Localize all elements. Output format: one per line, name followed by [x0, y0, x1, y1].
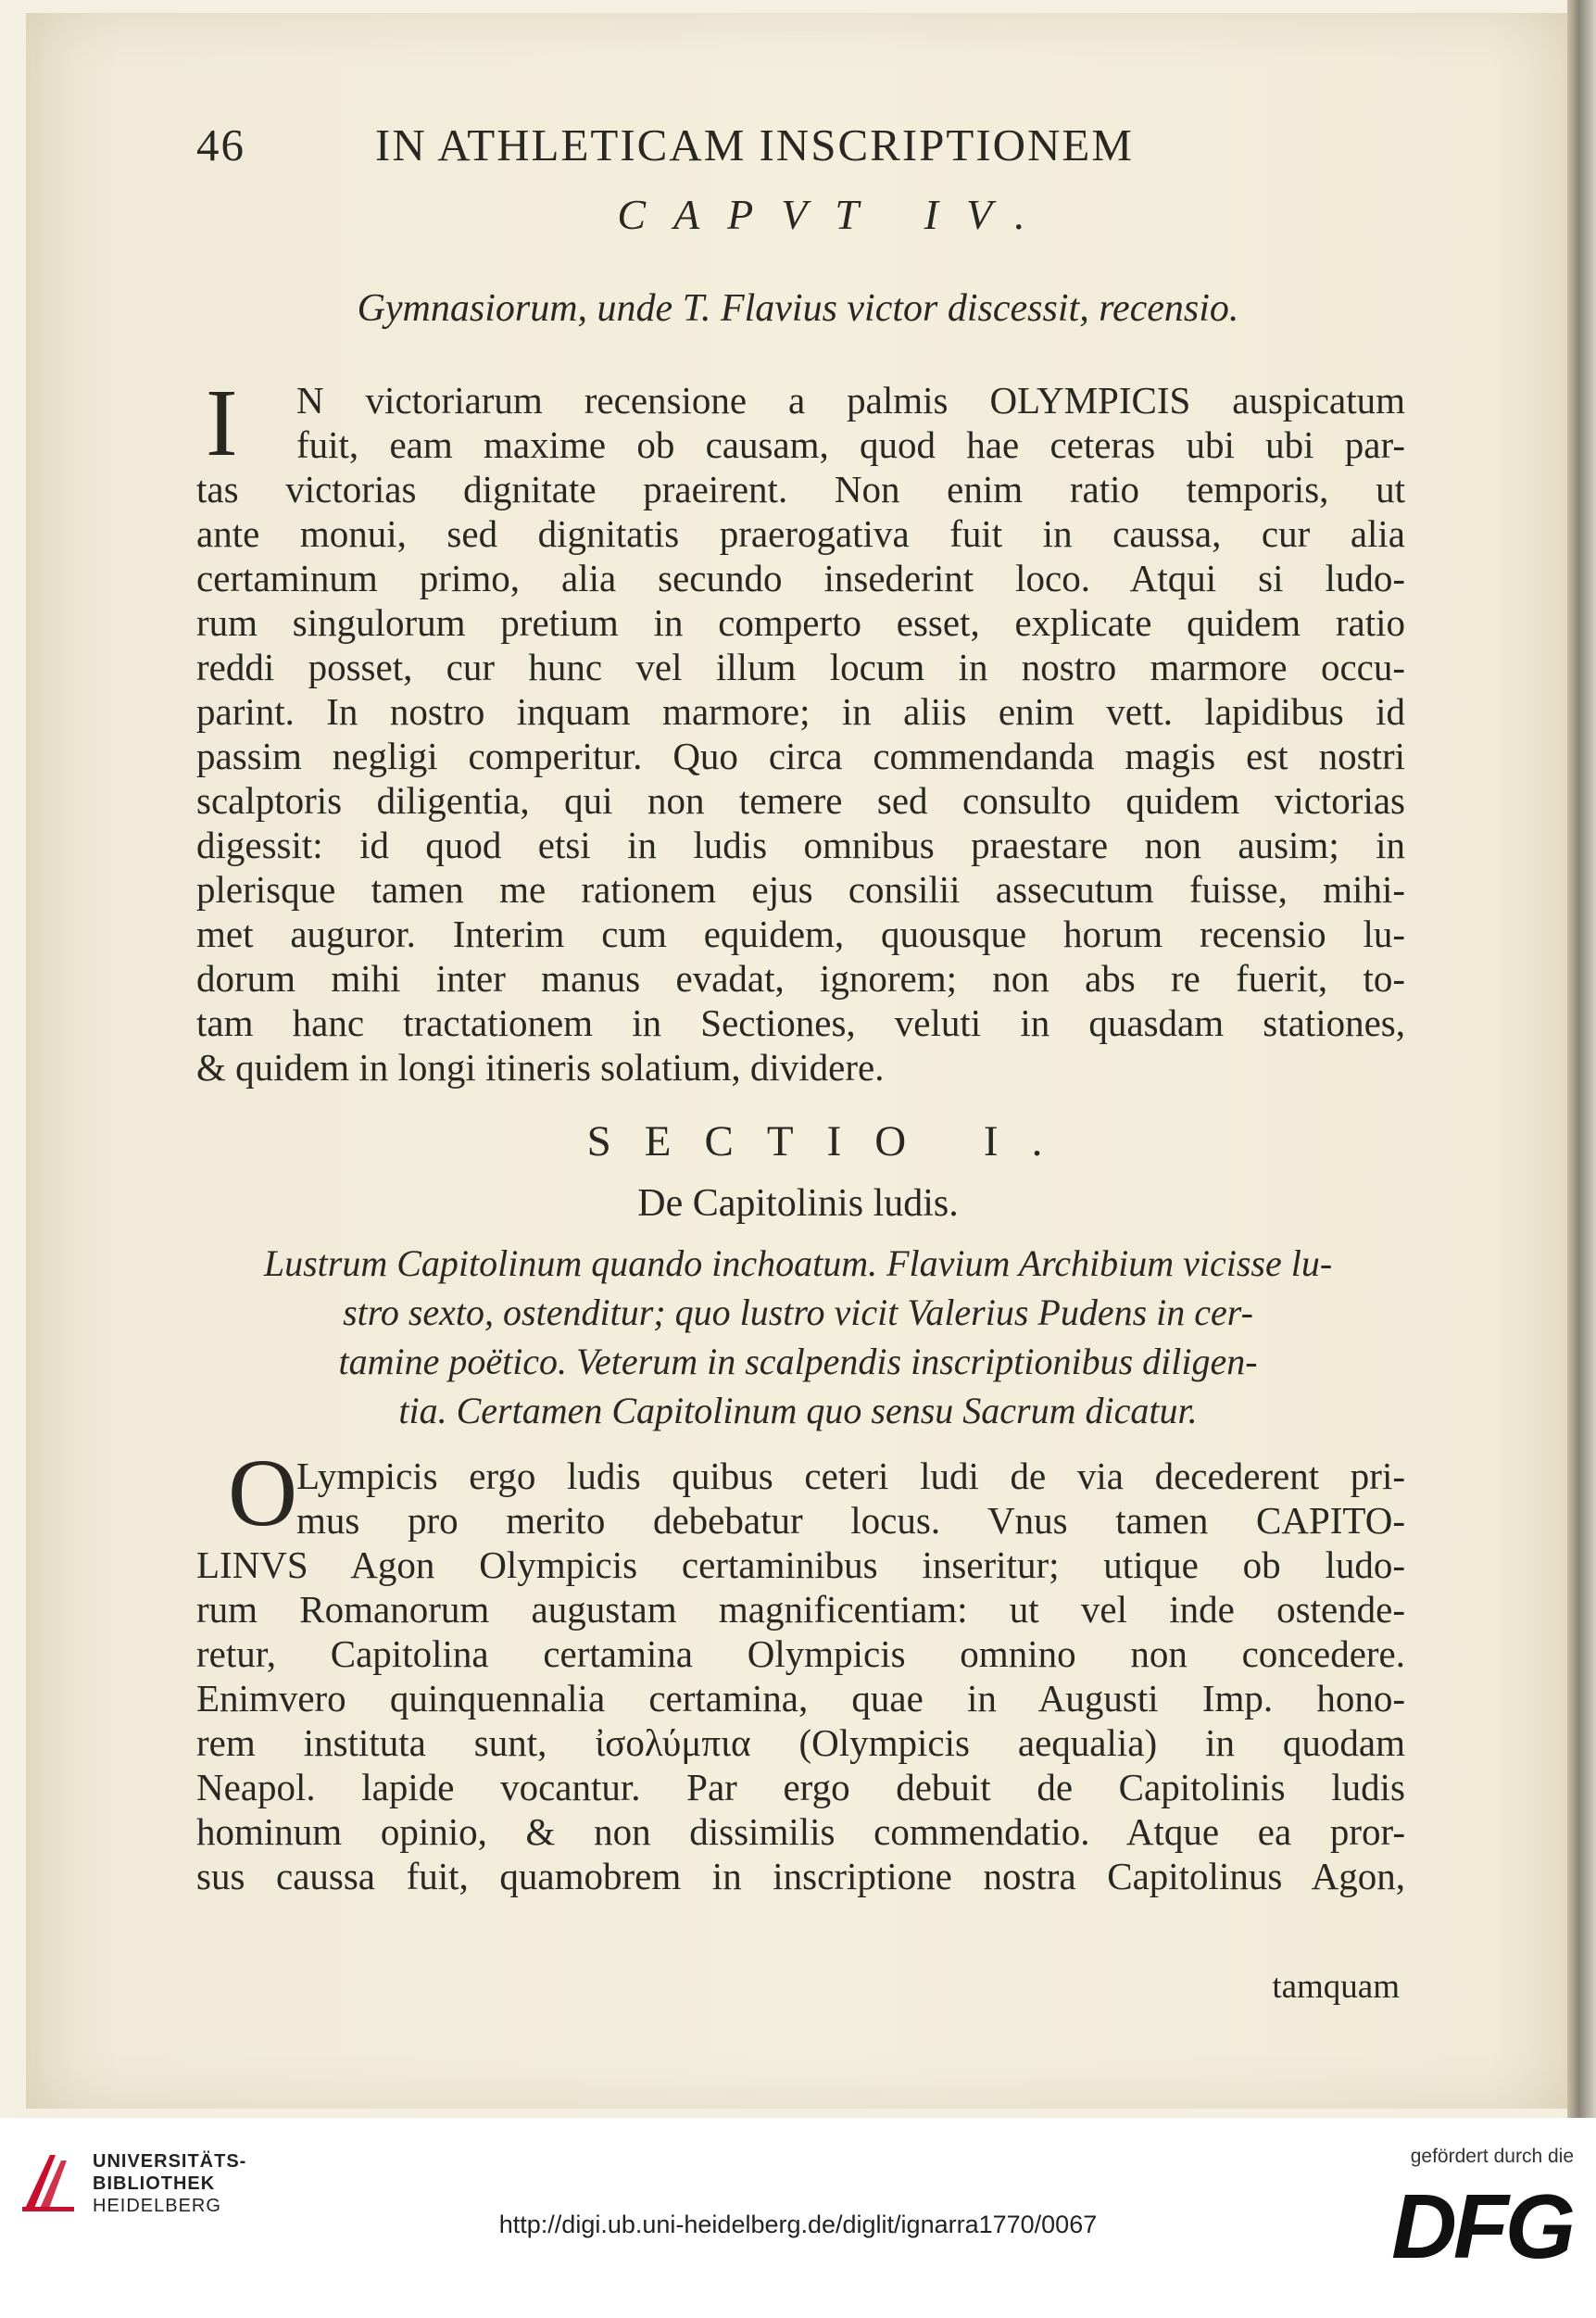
section-subtitle: De Capitolinis ludis. [637, 1182, 959, 1225]
body-line: hominum opinio, & non dissimilis commendatio. Atque ea pror- [196, 1810, 1405, 1853]
body-line: certaminum primo, alia secundo insederint loco. Atqui si ludo- [196, 557, 1405, 599]
running-title: IN ATHLETICAM INSCRIPTIONEM [375, 120, 1134, 170]
body-line: LINVS Agon Olympicis certaminibus inseritur; utique ob ludo- [196, 1543, 1405, 1586]
page-number: 46 [196, 120, 245, 170]
body-line: plerisque tamen me rationem ejus consilii assecutum fuisse, mihi- [196, 868, 1405, 911]
permalink-url[interactable]: http://digi.ub.uni-heidelberg.de/diglit/ignarra1770/0067 [498, 2211, 1098, 2238]
chapter-heading: CAPVT IV. [617, 191, 1053, 238]
body-line: ante monui, sed dignitatis praerogativa fuit in caussa, cur alia [196, 512, 1405, 555]
body-line: retur, Capitolina certamina Olympicis omnino non concedere. [196, 1632, 1405, 1675]
body-line: digessit: id quod etsi in ludis omnibus praestare non ausim; in [196, 824, 1405, 866]
body-line: Enimvero quinquennalia certamina, quae in Augusti Imp. hono- [196, 1677, 1405, 1720]
body-line: tam hanc tractationem in Sectiones, veluti in quasdam stationes, [196, 1002, 1405, 1044]
sponsor-logo: DFG [1391, 2175, 1572, 2277]
library-name-line1: UNIVERSITÄTS- [93, 2151, 247, 2172]
body-line: rum singulorum pretium in comperto esset, explicate quidem ratio [196, 601, 1405, 644]
body-line: parint. In nostro inquam marmore; in aliis enim vett. lapidibus id [196, 690, 1405, 733]
catchword: tamquam [1272, 1968, 1400, 2006]
body-line: scalptoris diligentia, qui non temere sed consulto quidem victorias [196, 779, 1405, 822]
body-line: passim negligi comperitur. Quo circa commendanda magis est nostri [196, 735, 1405, 777]
section-argument-line: tamine poëtico. Veterum in scalpendis inscriptionibus diligen- [338, 1341, 1258, 1382]
body-line: mus pro merito debebatur locus. Vnus tamen CAPITO- [296, 1499, 1405, 1542]
drop-initial-o: O [228, 1440, 298, 1546]
body-line: & quidem in longi itineris solatium, dividere. [196, 1046, 885, 1089]
drop-initial-i: I [206, 370, 238, 476]
section-argument-line: tia. Certamen Capitolinum quo sensu Sacrum dicatur. [398, 1390, 1198, 1431]
body-line: tas victorias dignitate praeirent. Non enim ratio temporis, ut [196, 468, 1405, 510]
section-argument-line: stro sexto, ostenditur; quo lustro vicit Valerius Pudens in cer- [343, 1291, 1253, 1333]
body-line: met auguror. Interim cum equidem, quousque horum recensio lu- [196, 913, 1405, 955]
section-argument-line: Lustrum Capitolinum quando inchoatum. Flavium Archibium vicisse lu- [263, 1242, 1333, 1284]
body-line: N victoriarum recensione a palmis OLYMPICIS auspicatum [296, 379, 1405, 422]
library-name-line2: BIBLIOTHEK [93, 2173, 216, 2194]
body-line: Neapol. lapide vocantur. Par ergo debuit de Capitolinis ludis [196, 1766, 1405, 1808]
chapter-summary: Gymnasiorum, unde T. Flavius victor discessit, recensio. [357, 287, 1239, 330]
body-line: Lympicis ergo ludis quibus ceteri ludi de via decederent pri- [296, 1455, 1405, 1497]
body-line: reddi posset, cur hunc vel illum locum in nostro marmore occu- [196, 646, 1405, 688]
library-logo-icon [20, 2151, 80, 2214]
sponsor-caption: gefördert durch die [1410, 2146, 1574, 2167]
body-line: fuit, eam maxime ob causam, quod hae ceteras ubi ubi par- [296, 423, 1405, 466]
library-name-line3: HEIDELBERG [93, 2196, 221, 2216]
body-line: rem instituta sunt, ἰσολύμπια (Olympicis aequalia) in quodam [196, 1721, 1405, 1764]
body-line: sus caussa fuit, quamobrem in inscriptione nostra Capitolinus Agon, [196, 1855, 1405, 1897]
body-line: dorum mihi inter manus evadat, ignorem; non abs re fuerit, to- [196, 957, 1405, 1000]
section-heading: SECTIO I. [586, 1117, 1076, 1165]
body-line: rum Romanorum augustam magnificentiam: ut vel inde ostende- [196, 1588, 1405, 1631]
